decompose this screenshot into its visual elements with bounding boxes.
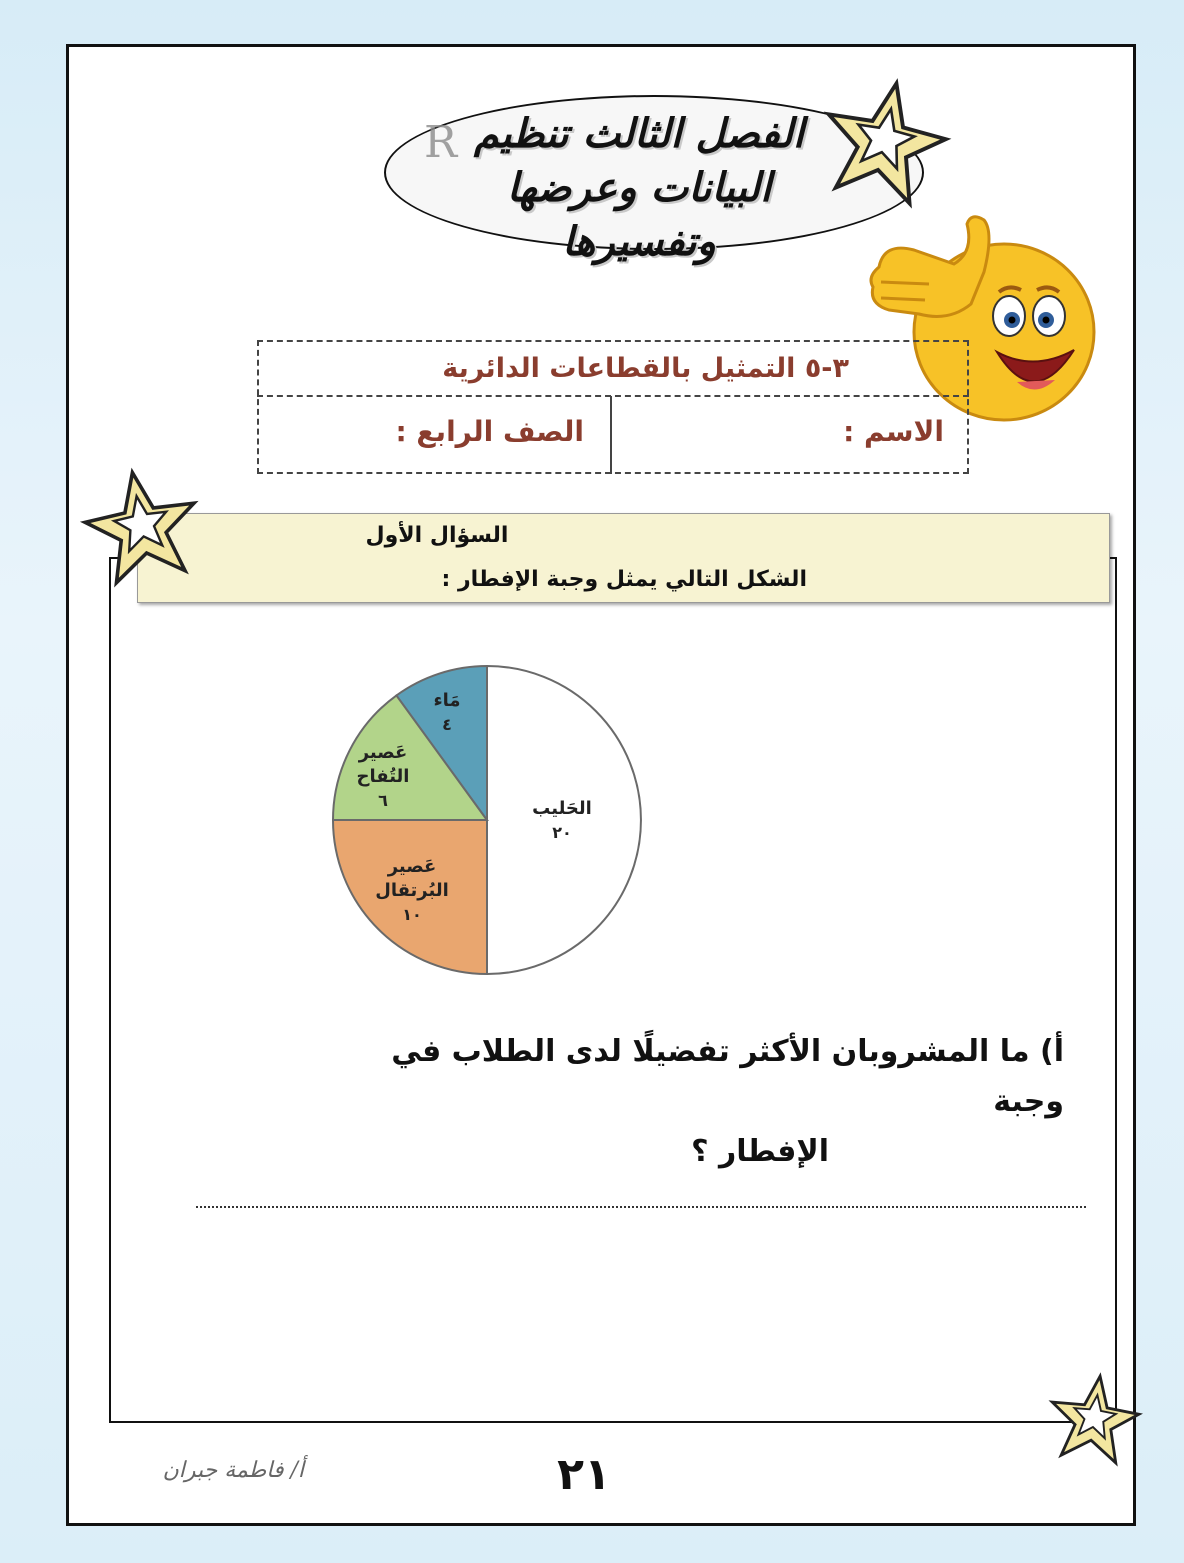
logo-icon: R xyxy=(424,117,458,168)
page-number: ٢١ xyxy=(557,1449,611,1500)
pie-value-label-3: ٤ xyxy=(442,715,452,734)
pie-slice-label-1: البُرتقال xyxy=(375,880,449,901)
name-field-label: الاسم : xyxy=(843,415,944,448)
pie-value-label-0: ٢٠ xyxy=(552,823,572,842)
pie-value-label-1: ١٠ xyxy=(402,905,422,924)
star-icon xyxy=(77,467,207,587)
breakfast-pie-chart xyxy=(327,664,647,976)
teacher-signature: أ/ فاطمة جبران xyxy=(162,1458,304,1483)
question-prompt: الشكل التالي يمثل وجبة الإفطار : xyxy=(441,567,807,592)
question-a xyxy=(339,1027,1064,1177)
lesson-title: ٣-٥ التمثيل بالقطاعات الدائرية xyxy=(442,353,849,384)
star-icon xyxy=(814,77,954,207)
question-a-line1: أ) ما المشروبان الأكثر تفضيلًا لدى الطلاب في وجبة xyxy=(391,1034,1064,1119)
pie-slice-label-2: عَصير xyxy=(358,742,408,763)
pie-slice-label-3: مَاء xyxy=(433,690,461,711)
star-icon xyxy=(1044,1372,1144,1467)
chapter-title xyxy=(429,107,849,269)
grade-label: الصف الرابع : xyxy=(395,415,584,448)
question-heading: السؤال الأول xyxy=(365,523,509,548)
worksheet-page xyxy=(66,44,1136,1526)
pie-slice-0 xyxy=(487,666,641,974)
answer-line[interactable] xyxy=(196,1206,1086,1208)
pie-value-label-2: ٦ xyxy=(378,791,388,810)
pie-slice-label-1: عَصير xyxy=(387,856,437,877)
question-a-line2: الإفطار ؟ xyxy=(691,1134,829,1169)
lesson-divider xyxy=(610,396,612,474)
chapter-title-line1: الفصل الثالث تنظيم xyxy=(473,110,805,157)
pie-slice-label-0: الحَليب xyxy=(532,798,592,819)
chapter-title-line2: البيانات وعرضها وتفسيرها xyxy=(506,164,772,265)
pie-slice-label-2: التُفاح xyxy=(356,766,410,787)
